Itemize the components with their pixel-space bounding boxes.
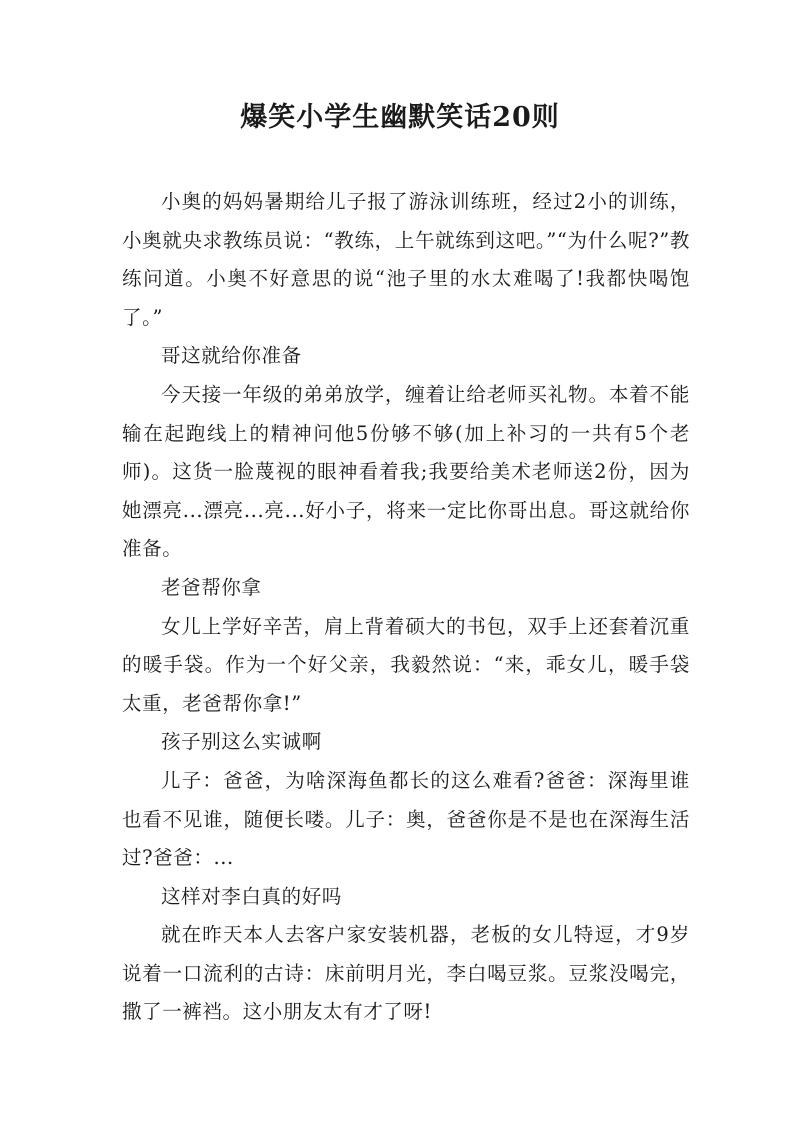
heading-story-3: 老爸帮你拿 xyxy=(161,575,262,599)
heading-story-5: 这样对李白真的好吗 xyxy=(161,884,342,908)
heading-story-2: 哥这就给你准备 xyxy=(161,344,302,368)
paragraph-story-2: 今天接一年级的弟弟放学，缠着让给老师买礼物。本着不能输在起跑线上的精神问他5份够不够(加上补习的一共有5个老师)。这货一脸蔑视的眼神看着我;我要给美术老师送2份，因为她漂亮...漂亮...亮...好小子，将来一定比你哥出息。哥这就给你准备。 xyxy=(122,382,690,561)
paragraph-story-4: 儿子：爸爸，为啥深海鱼都长的这么难看?爸爸：深海里谁也看不见谁，随便长喽。儿子：奥，爸爸你是不是也在深海生活过?爸爸：... xyxy=(122,768,690,870)
paragraph-story-3: 女儿上学好辛苦，肩上背着硕大的书包，双手上还套着沉重的暖手袋。作为一个好父亲，我毅然说：“来，乖女儿，暖手袋太重，老爸帮你拿!” xyxy=(122,614,690,715)
paragraph-story-5: 就在昨天本人去客户家安装机器，老板的女儿特逗，才9岁说着一口流利的古诗：床前明月光，李白喝豆浆。豆浆没喝完，撒了一裤裆。这小朋友太有才了呀! xyxy=(122,923,690,1024)
document-body xyxy=(122,183,690,1032)
heading-story-4: 孩子别这么实诚啊 xyxy=(161,730,322,754)
paragraph-story-1: 小奥的妈妈暑期给儿子报了游泳训练班，经过2小的训练，小奥就央求教练员说：“教练，上午就练到这吧。”“为什么呢?”教练问道。小奥不好意思的说“池子里的水太难喝了!我都快喝饱了。” xyxy=(122,190,690,329)
document-title: 爆笑小学生幽默笑话20则 xyxy=(240,102,560,133)
